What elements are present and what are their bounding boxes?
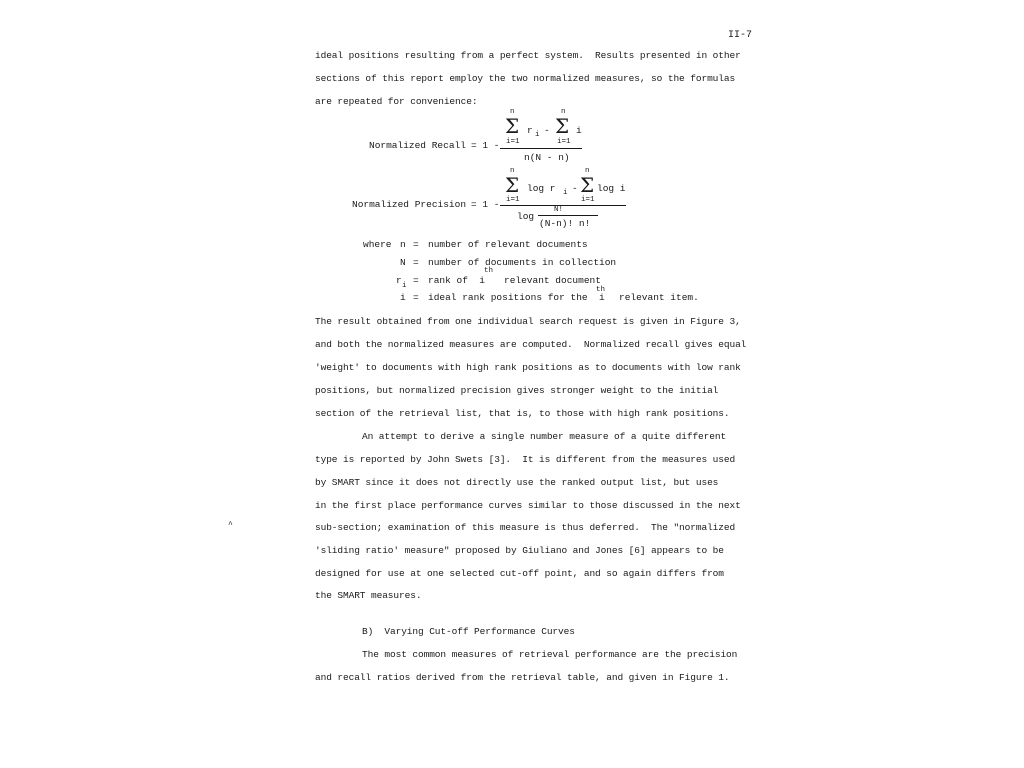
paragraph-line: An attempt to derive a single number measure of a quite different <box>362 431 727 442</box>
paragraph-line: by SMART since it does not directly use the ranked output list, but uses <box>315 477 719 488</box>
page-number: II-7 <box>728 30 753 41</box>
sum-upper-limit: n <box>510 108 515 116</box>
paragraph-line: in the first place performance curves similar to those discussed in the next <box>315 500 741 511</box>
sum-term: log r <box>527 183 556 194</box>
intro-line: sections of this report employ the two normalized measures, so the formulas <box>315 73 736 84</box>
definition-subscript: i <box>402 282 407 290</box>
sum-lower-limit: i=1 <box>506 196 520 204</box>
denominator-denominator: (N-n)! n! <box>539 218 591 229</box>
formula-denominator: n(N - n) <box>524 152 570 163</box>
formula-eq: = 1 - <box>471 140 500 151</box>
minus-sign: - <box>544 125 550 136</box>
definition-text: number of relevant documents <box>428 239 588 250</box>
formula-eq: = 1 - <box>471 199 500 210</box>
definition-text: relevant item. <box>619 292 699 303</box>
sum-term: log i <box>597 183 626 194</box>
where-label: where <box>363 239 392 250</box>
fraction-bar <box>538 215 598 216</box>
sum-lower-limit: i=1 <box>557 138 571 146</box>
summation-icon: Σ <box>505 173 520 197</box>
definition-text: rank of i <box>428 275 486 286</box>
margin-mark: ^ <box>228 521 233 530</box>
definition-eq: = <box>413 292 419 303</box>
definition-eq: = <box>413 257 419 268</box>
paragraph-line: type is reported by John Swets [3]. It is different from the measures used <box>315 454 736 465</box>
paragraph-line: section of the retrieval list, that is, to those with high rank positions. <box>315 408 730 419</box>
definition-text: relevant document <box>504 275 601 286</box>
definition-superscript: th <box>596 286 606 294</box>
definition-symbol: N <box>400 257 406 268</box>
definition-eq: = <box>413 239 419 250</box>
definition-symbol: n <box>400 239 406 250</box>
paragraph-line: and both the normalized measures are computed. Normalized recall gives equal <box>315 339 747 350</box>
denominator-log: log <box>517 211 535 222</box>
definition-superscript: th <box>484 267 494 275</box>
paragraph-line: 'sliding ratio' measure" proposed by Giuliano and Jones [6] appears to be <box>315 545 724 556</box>
section-heading: B) Varying Cut-off Performance Curves <box>362 626 575 637</box>
definition-symbol: i <box>400 292 406 303</box>
intro-line: are repeated for convenience: <box>315 96 478 107</box>
paragraph-line: 'weight' to documents with high rank positions as to documents with low rank <box>315 362 741 373</box>
paragraph-line: sub-section; examination of this measure is thus deferred. The "normalized <box>315 522 736 533</box>
definition-text: number of documents in collection <box>428 257 617 268</box>
sum-lower-limit: i=1 <box>581 196 595 204</box>
fraction-bar <box>500 148 582 149</box>
definition-eq: = <box>413 275 419 286</box>
summation-icon: Σ <box>505 114 520 138</box>
summation-icon: Σ <box>580 173 595 197</box>
minus-sign: - <box>572 183 578 194</box>
sum-upper-limit: n <box>510 167 515 175</box>
formula-label: Normalized Precision <box>352 199 467 210</box>
definition-text: ideal rank positions for the i <box>428 292 605 303</box>
sum-upper-limit: n <box>585 167 590 175</box>
sum-term: r <box>527 125 533 136</box>
paragraph-line: The most common measures of retrieval performance are the precision <box>362 649 738 660</box>
sum-term: i <box>576 125 582 136</box>
denominator-numerator: N! <box>554 206 564 214</box>
sum-term-subscript: i <box>535 131 540 139</box>
paragraph-line: the SMART measures. <box>315 590 422 601</box>
formula-label: Normalized Recall <box>369 140 466 151</box>
definition-symbol: r <box>396 275 402 286</box>
sum-lower-limit: i=1 <box>506 138 520 146</box>
paragraph-line: positions, but normalized precision gives stronger weight to the initial <box>315 385 719 396</box>
paragraph-line: and recall ratios derived from the retrieval table, and given in Figure 1. <box>315 672 730 683</box>
paragraph-line: designed for use at one selected cut-off point, and so again differs from <box>315 568 724 579</box>
sum-upper-limit: n <box>561 108 566 116</box>
summation-icon: Σ <box>555 114 570 138</box>
intro-line: ideal positions resulting from a perfect system. Results presented in other <box>315 50 741 61</box>
paragraph-line: The result obtained from one individual search request is given in Figure 3, <box>315 316 741 327</box>
sum-term-subscript: i <box>563 189 568 197</box>
